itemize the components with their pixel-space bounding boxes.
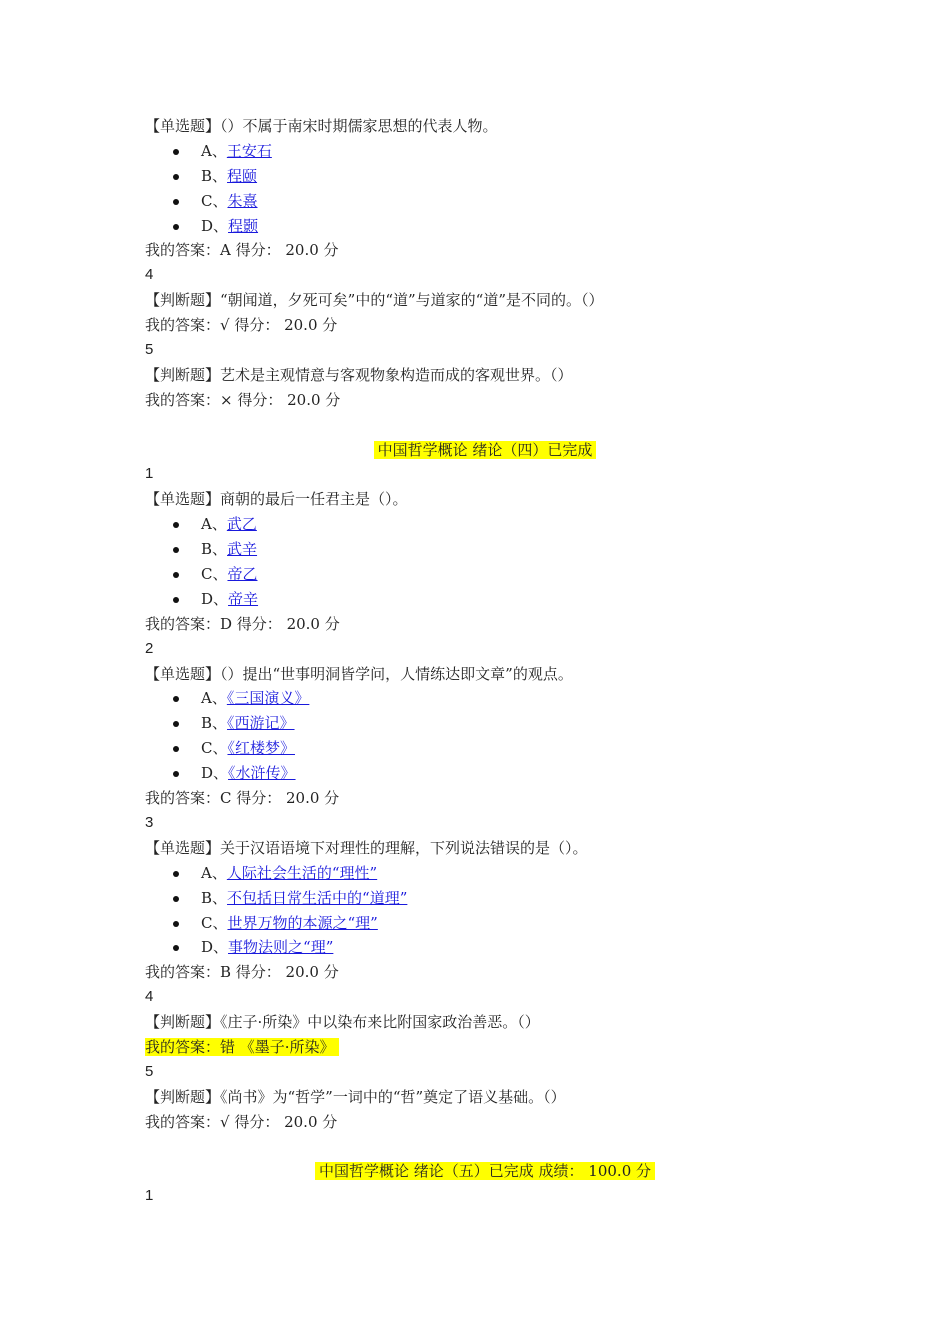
bullet-icon (173, 522, 179, 528)
question-text: 【判断题】“朝闻道，夕死可矣”中的“道”与道家的“道”是不同的。（） (145, 291, 604, 310)
bullet-icon (173, 149, 179, 155)
bullet-icon (173, 771, 179, 777)
option-label: A、 (201, 689, 227, 708)
option-label: B、 (201, 540, 228, 559)
bullet-icon (173, 896, 179, 902)
answer-line: 我的答案：B 得分： 20.0 分 (145, 963, 339, 982)
answer-line-highlighted (145, 1035, 825, 1060)
bullet-icon (173, 597, 179, 603)
question-text: 【单选题】商朝的最后一任君主是（）。 (145, 490, 408, 509)
option-label: D、 (201, 589, 229, 608)
option-item (145, 736, 825, 761)
option-item (145, 761, 825, 786)
option-item (145, 886, 825, 911)
option-link[interactable]: 不包括日常生活中的“道理” (227, 888, 408, 907)
question-number: 2 (145, 639, 154, 657)
option-link[interactable]: 人际社会生活的“理性” (226, 863, 378, 882)
option-label: B、 (201, 888, 228, 907)
option-label: B、 (201, 166, 228, 185)
option-link[interactable]: 世界万物的本源之“理” (227, 913, 378, 932)
option-label: C、 (201, 913, 228, 932)
option-item (145, 164, 825, 189)
question-text: 【判断题】《尚书》为“哲学”一词中的“哲”奠定了语义基础。（） (145, 1087, 566, 1106)
question-number: 5 (145, 1062, 154, 1080)
option-item (145, 214, 825, 239)
option-item (145, 587, 825, 612)
answer-line: 我的答案：A 得分： 20.0 分 (145, 241, 339, 260)
bullet-icon (173, 199, 179, 205)
option-label: A、 (201, 863, 227, 882)
question-text: 【单选题】（）不属于南宋时期儒家思想的代表人物。 (145, 117, 498, 135)
question-text: 【判断题】《庄子·所染》中以染布来比附国家政治善恶。（） (145, 1013, 540, 1032)
answer-line: 我的答案：√ 得分： 20.0 分 (145, 316, 338, 335)
option-label: C、 (201, 191, 228, 210)
question-number: 1 (145, 465, 154, 483)
option-link[interactable]: 《红楼梦》 (227, 739, 295, 758)
question-number: 4 (145, 266, 154, 284)
question-text: 【判断题】艺术是主观情意与客观物象构造而成的客观世界。（） (145, 365, 573, 384)
option-link[interactable]: 朱熹 (227, 191, 258, 210)
option-link[interactable]: 事物法则之“理” (228, 938, 334, 957)
option-link[interactable]: 《西游记》 (227, 714, 295, 733)
option-label: D、 (201, 216, 229, 235)
spacer (145, 413, 825, 438)
option-item (145, 911, 825, 936)
bullet-icon (173, 174, 179, 180)
question-number: 5 (145, 341, 154, 359)
option-item (145, 537, 825, 562)
option-item (145, 189, 825, 214)
answer-line: 我的答案：D 得分： 20.0 分 (145, 614, 340, 633)
bullet-icon (173, 572, 179, 578)
question-number: 4 (145, 988, 154, 1006)
option-item (145, 935, 825, 960)
option-link[interactable]: 程颐 (227, 166, 258, 185)
question-number: 3 (145, 813, 154, 831)
option-label: C、 (201, 739, 228, 758)
question-text: 【单选题】（）提出“世事明洞皆学问，人情练达即文章”的观点。 (145, 664, 573, 683)
answer-line: 我的答案：√ 得分： 20.0 分 (145, 1112, 338, 1131)
bullet-icon (173, 721, 179, 727)
answer-line: 我的答案：C 得分： 20.0 分 (145, 789, 340, 808)
bullet-icon (173, 224, 179, 230)
option-link[interactable]: 武辛 (227, 540, 258, 559)
option-item (145, 711, 825, 736)
document-page (145, 114, 825, 1209)
section-heading-text: 中国哲学概论 绪论（五）已完成 成绩： 100.0 分 (315, 1162, 655, 1180)
option-label: D、 (201, 764, 229, 783)
bullet-icon (173, 746, 179, 752)
option-label: A、 (201, 515, 227, 534)
question-text: 【单选题】关于汉语语境下对理性的理解，下列说法错误的是（）。 (145, 838, 588, 857)
option-item (145, 562, 825, 587)
bullet-icon (173, 921, 179, 927)
option-link[interactable]: 《水浒传》 (228, 764, 296, 783)
question-number: 1 (145, 1187, 154, 1205)
spacer (145, 1135, 825, 1160)
bullet-icon (173, 945, 179, 951)
section-heading (145, 1159, 825, 1184)
option-item (145, 512, 825, 537)
option-link[interactable]: 王安石 (226, 141, 272, 160)
answer-highlight-text: 我的答案：错 《墨子·所染》 (145, 1038, 339, 1056)
option-link[interactable]: 帝辛 (228, 589, 259, 608)
section-heading-text: 中国哲学概论 绪论（四）已完成 (374, 441, 597, 459)
option-item (145, 686, 825, 711)
option-label: C、 (201, 565, 228, 584)
bullet-icon (173, 696, 179, 702)
bullet-icon (173, 871, 179, 877)
bullet-icon (173, 547, 179, 553)
option-label: B、 (201, 714, 228, 733)
section-heading (145, 438, 825, 463)
option-label: D、 (201, 938, 229, 957)
option-item (145, 861, 825, 886)
option-item (145, 139, 825, 164)
answer-line: 我的答案：× 得分： 20.0 分 (145, 390, 341, 409)
option-link[interactable]: 武乙 (226, 515, 257, 534)
option-link[interactable]: 程颢 (228, 216, 259, 235)
option-link[interactable]: 《三国演义》 (226, 689, 310, 708)
option-label: A、 (201, 141, 227, 160)
option-link[interactable]: 帝乙 (227, 565, 258, 584)
